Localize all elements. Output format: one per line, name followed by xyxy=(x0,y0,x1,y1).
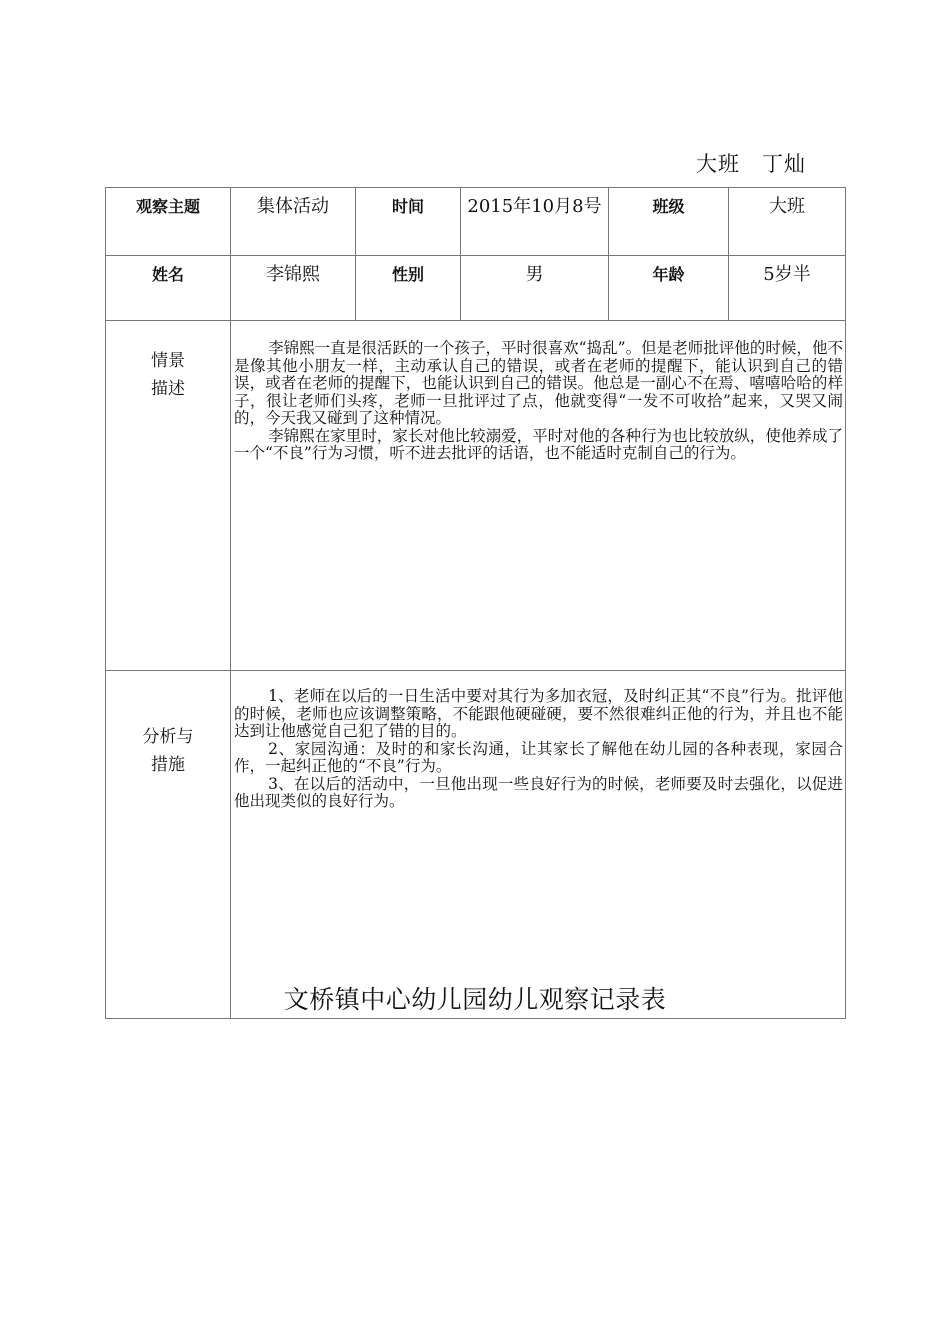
observation-table xyxy=(105,187,846,1019)
analysis-label-line1: 分析与 xyxy=(142,727,194,747)
situation-text xyxy=(231,321,846,671)
topic-label: 观察主题 xyxy=(106,188,231,256)
age-label: 年龄 xyxy=(609,256,729,321)
topic-value: 集体活动 xyxy=(231,188,356,256)
situation-paragraph: 李锦熙在家里时，家长对他比较溺爱，平时对他的各种行为也比较放纵，使他养成了一个“不良”行为习惯，听不进去批评的话语，也不能适时克制自己的行为。 xyxy=(234,426,843,462)
header-class: 大班 xyxy=(696,152,740,176)
analysis-paragraph: 2、家园沟通：及时的和家长沟通，让其家长了解他在幼儿园的各种表现，家园合作，一起纠正他的“不良”行为。 xyxy=(234,739,843,775)
age-value: 5岁半 xyxy=(729,256,846,321)
document-title: 文桥镇中心幼儿园幼儿观察记录表 xyxy=(283,985,667,1014)
class-teacher-header xyxy=(696,148,806,178)
analysis-paragraph: 3、在以后的活动中，一旦他出现一些良好行为的时候，老师要及时去强化，以促进他出现类似的良好行为。 xyxy=(234,774,843,810)
situation-label-line2: 描述 xyxy=(151,379,185,399)
gender-value: 男 xyxy=(461,256,609,321)
time-label: 时间 xyxy=(356,188,461,256)
table-row-analysis xyxy=(106,671,846,1019)
class-label: 班级 xyxy=(609,188,729,256)
gender-label: 性别 xyxy=(356,256,461,321)
situation-label-line1: 情景 xyxy=(151,351,185,371)
name-value: 李锦熙 xyxy=(231,256,356,321)
situation-paragraph: 李锦熙一直是很活跃的一个孩子，平时很喜欢“捣乱”。但是老师批评他的时候，他不是像其他小朋友一样，主动承认自己的错误，或者在老师的提醒下，能认识到自己的错误，或者在老师的提醒下，也能认识到自己的错误。他总是一副心不在焉、嘻嘻哈哈的样子，很让老师们头疼，老师一旦批评过了点，他就变得“一发不可收拾”起来，又哭又闹的，今天我又碰到了这种情况。 xyxy=(234,339,843,427)
time-value: 2015年10月8号 xyxy=(461,188,609,256)
situation-label xyxy=(106,321,231,671)
table-row-situation xyxy=(106,321,846,671)
analysis-label-line2: 措施 xyxy=(151,755,185,775)
table-row-child-info xyxy=(106,256,846,321)
name-label: 姓名 xyxy=(106,256,231,321)
analysis-label xyxy=(106,671,231,1019)
class-value: 大班 xyxy=(729,188,846,256)
analysis-paragraph: 1、老师在以后的一日生活中要对其行为多加衣冠，及时纠正其“不良”行为。批评他的时候，老师也应该调整策略，不能跟他硬碰硬，要不然很难纠正他的行为，并且也不能达到让他感觉自己犯了错的目的。 xyxy=(234,687,843,740)
analysis-text xyxy=(231,671,846,1019)
table-row-topic xyxy=(106,188,846,256)
header-teacher: 丁灿 xyxy=(762,152,806,176)
